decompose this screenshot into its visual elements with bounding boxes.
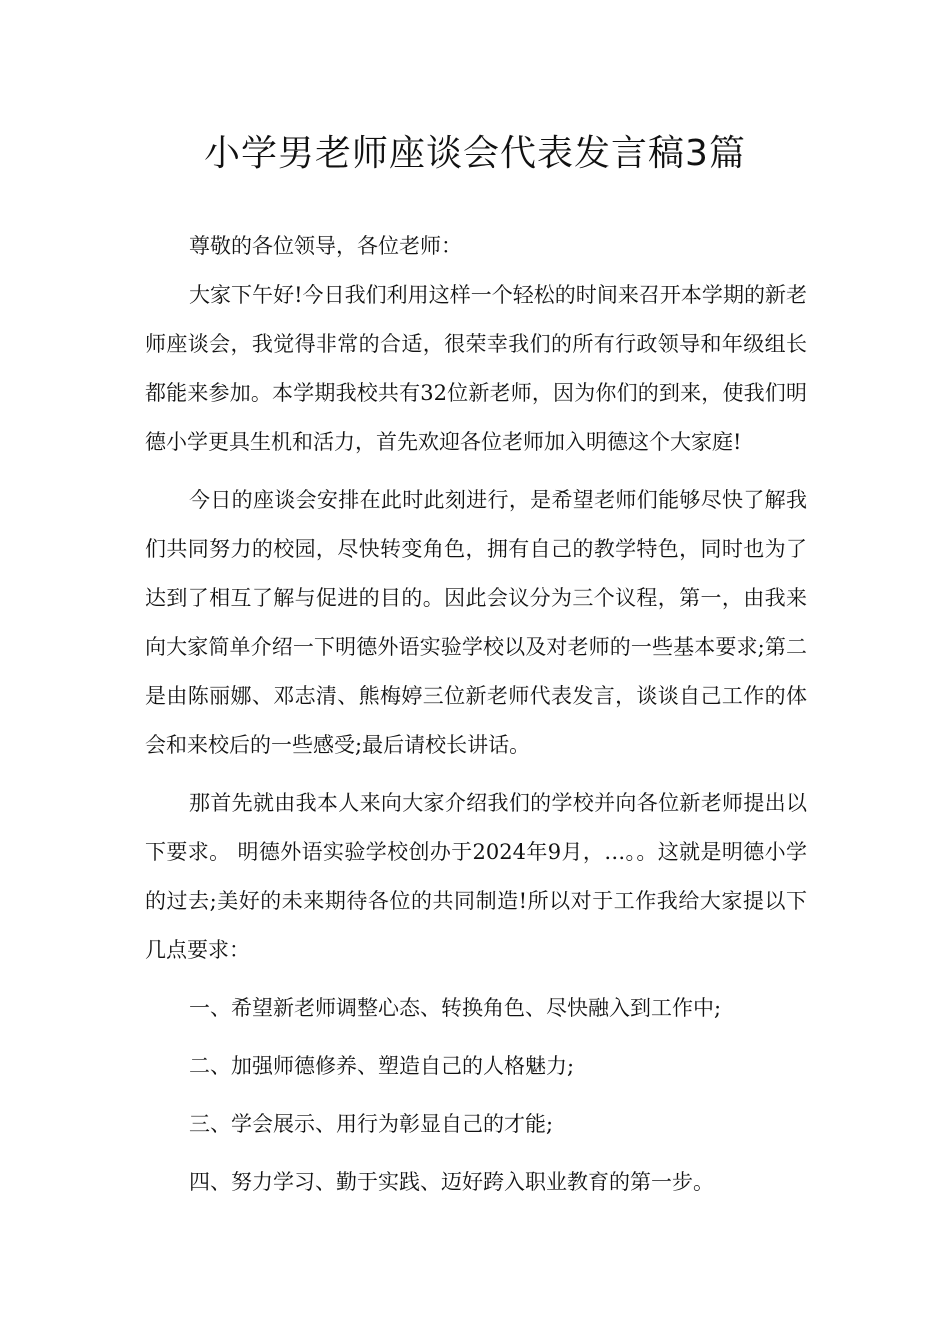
list-item-4: 四、努力学习、勤于实践、迈好跨入职业教育的第一步。 <box>189 1170 714 1194</box>
salutation: 尊敬的各位领导，各位老师： <box>189 234 462 258</box>
list-item-1: 一、希望新老师调整心态、转换角色、尽快融入到工作中; <box>189 996 722 1020</box>
document-title: 小学男老师座谈会代表发言稿3篇 <box>204 133 746 174</box>
document-body <box>145 222 807 1216</box>
paragraph-3: 那首先就由我本人来向大家介绍我们的学校并向各位新老师提出以下要求。 明德外语实验学校创办于2024年9月，…。。这就是明德小学的过去;美好的未来期待各位的共同制造!所以对于工作我给大家提以下几点要求： <box>145 791 807 962</box>
list-item-3: 三、学会展示、用行为彰显自己的才能; <box>189 1112 554 1136</box>
list-item-2: 二、加强师德修养、塑造自己的人格魅力; <box>189 1054 575 1078</box>
paragraph-2: 今日的座谈会安排在此时此刻进行，是希望老师们能够尽快了解我们共同努力的校园，尽快转变角色，拥有自己的教学特色，同时也为了达到了相互了解与促进的目的。因此会议分为三个议程，第一，由我来向大家简单介绍一下明德外语实验学校以及对老师的一些基本要求;第二是由陈丽娜、邓志清、熊梅婷三位新老师代表发言，谈谈自己工作的体会和来校后的一些感受;最后请校长讲话。 <box>145 488 807 757</box>
paragraph-1: 大家下午好!今日我们利用这样一个轻松的时间来召开本学期的新老师座谈会，我觉得非常的合适，很荣幸我们的所有行政领导和年级组长都能来参加。本学期我校共有32位新老师，因为你们的到来，使我们明德小学更具生机和活力，首先欢迎各位老师加入明德这个大家庭! <box>145 283 807 454</box>
